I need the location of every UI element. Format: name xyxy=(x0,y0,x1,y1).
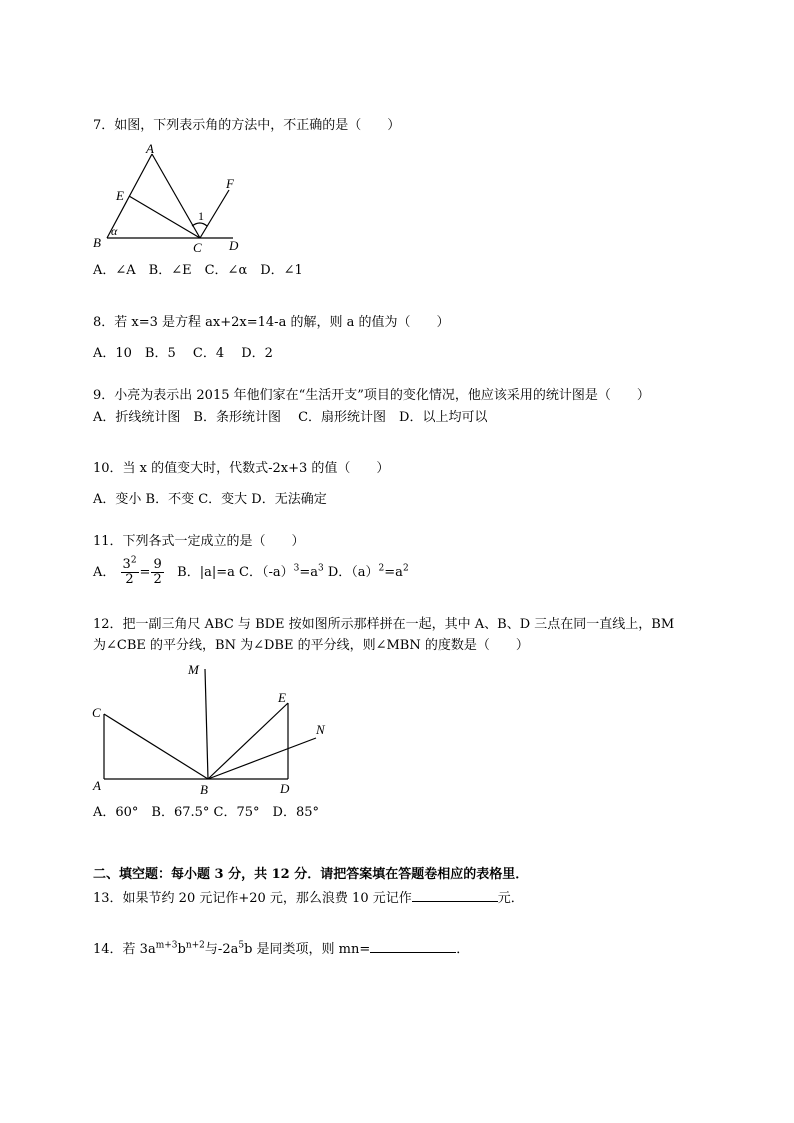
q8-options: A．10 B．5 C．4 D．2 xyxy=(93,346,273,361)
q7-label-alpha: α xyxy=(111,224,118,238)
section2-heading: 二、填空题：每小题 3 分，共 12 分．请把答案填在答题卷相应的表格里． xyxy=(93,867,529,882)
q11-option-b: B．|a|=a xyxy=(177,565,235,580)
q7-arc-angle1 xyxy=(192,223,207,226)
q13-answer-blank[interactable] xyxy=(412,887,498,902)
q12-options: A．60° B．67.5° C．75° D．85° xyxy=(93,805,320,820)
q11-frac1: $\frac{3^2}{2}$ xyxy=(122,555,137,587)
q7-label-D: D xyxy=(229,238,239,253)
q14-answer-blank[interactable] xyxy=(370,938,456,953)
q12-label-M: M xyxy=(188,662,199,677)
q12-stem-line2: 为∠CBE 的平分线，BN 为∠DBE 的平分线，则∠MBN 的度数是（ ） xyxy=(93,638,529,653)
q7-label-C: C xyxy=(193,240,202,255)
q11-eq: = xyxy=(139,565,151,580)
q11-frac2-den: 2 xyxy=(153,572,162,587)
q11-frac2 xyxy=(151,558,163,587)
q12-label-E: E xyxy=(278,690,286,705)
q7-label-F: F xyxy=(226,176,234,191)
q11-frac1-num: 3 xyxy=(122,557,131,572)
q13-text-after: 元． xyxy=(497,891,524,906)
q11-frac1-den: 2 xyxy=(125,572,134,587)
q9-options: A．折线统计图 B．条形统计图 C．扇形统计图 D．以上均可以 xyxy=(93,410,488,425)
q7-stem: 7．如图，下列表示角的方法中，不正确的是（ ） xyxy=(93,118,401,133)
q10-stem: 10．当 x 的值变大时，代数式-2x+3 的值（ ） xyxy=(93,461,390,476)
q11-option-d: D．$(a)^2=a^2$ xyxy=(327,563,409,580)
q7-label-1: 1 xyxy=(198,209,204,223)
q12-figure xyxy=(88,660,338,800)
q12-label-D: D xyxy=(280,781,290,796)
q7-options: A．∠A B．∠E C．∠α D．∠1 xyxy=(93,263,303,278)
q7-figure xyxy=(88,140,258,258)
q7-label-E: E xyxy=(116,188,124,203)
q7-line-EC xyxy=(129,196,200,238)
q7-label-A: A xyxy=(146,141,154,156)
q12-line-BE xyxy=(208,703,288,779)
q12-label-A: A xyxy=(93,778,101,793)
q12-line-CB xyxy=(104,714,208,779)
q8-stem: 8．若 x=3 是方程 ax+2x=14-a 的解，则 a 的值为（ ） xyxy=(93,315,450,330)
q7-label-B: B xyxy=(93,235,101,250)
q11-option-c: C．$(-a)^3=a^3$ xyxy=(239,563,324,580)
q12-label-C: C xyxy=(92,705,101,720)
q10-options: A．变小 B．不变 C．变大 D．无法确定 xyxy=(93,492,327,507)
q11-frac2-num: 9 xyxy=(153,557,162,572)
q12-stem-line1: 12．把一副三角尺 ABC 与 BDE 按如图所示那样拼在一起，其中 A、B、D 三点在同一直线上，BM xyxy=(93,617,675,632)
q11-a-label: A． xyxy=(93,565,116,580)
q12-label-N: N xyxy=(316,722,325,737)
q14: 14．若 $3a^{m+3}b^{n+2}$与$-2a^5b$ 是同类项，则 mn= ． xyxy=(93,938,469,959)
q11-options xyxy=(93,556,409,590)
q12-label-B: B xyxy=(200,782,208,797)
q12-line-BN xyxy=(208,738,316,779)
q12-line-BM xyxy=(205,669,208,779)
q7-line-CF xyxy=(200,190,229,238)
q13 xyxy=(93,887,524,908)
q9-stem: 9．小亮为表示出 2015 年他们家在“生活开支”项目的变化情况，他应该采用的统计图是（ ） xyxy=(93,388,650,403)
q13-text-before: 13．如果节约 20 元记作+20 元，那么浪费 10 元记作 xyxy=(93,891,412,906)
q11-stem: 11．下列各式一定成立的是（ ） xyxy=(93,534,305,549)
